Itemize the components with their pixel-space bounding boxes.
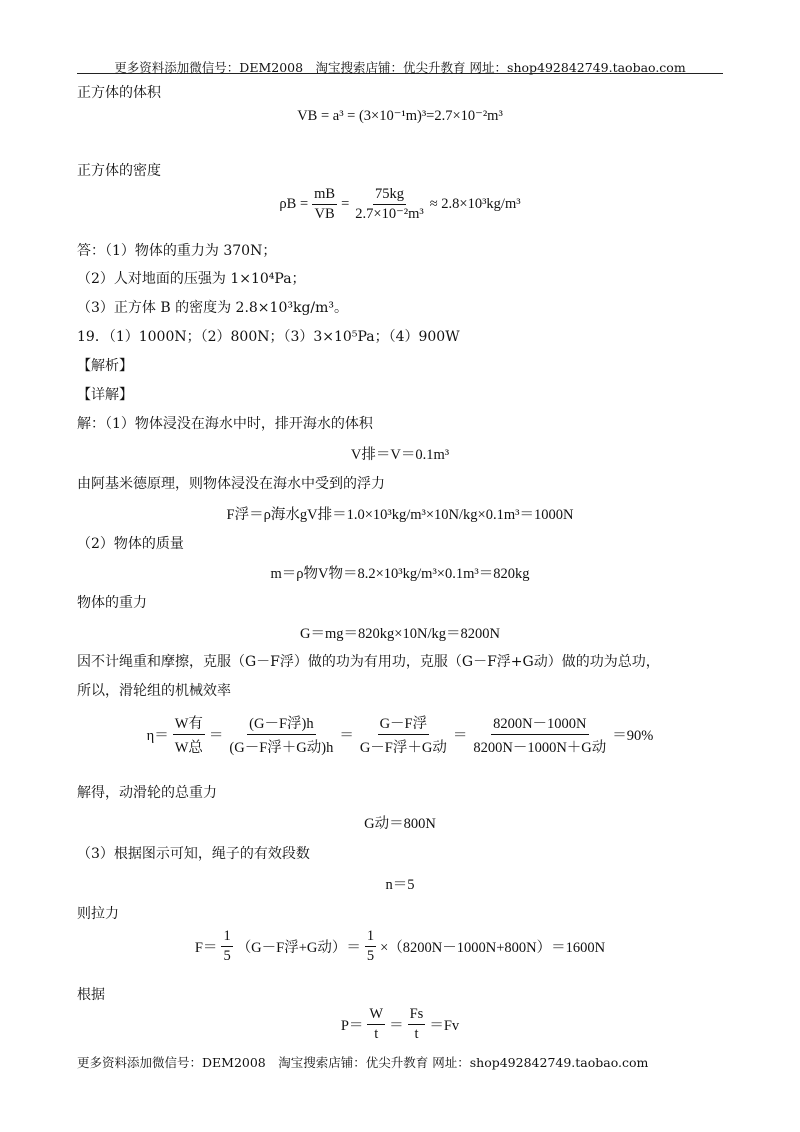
- numerator: G－F浮: [378, 712, 430, 735]
- answer-1: 答：（1）物体的重力为 370N；: [77, 243, 277, 259]
- q19-answers: 19．（1）1000N；（2）800N；（3）3×10⁵Pa；（4）900W: [77, 329, 460, 345]
- eq-part: （G－F浮+G动）＝: [236, 940, 361, 956]
- text-s9: 则拉力: [77, 906, 119, 922]
- eq-part: =: [341, 196, 350, 212]
- denominator: t: [374, 1026, 379, 1042]
- numerator: 1: [221, 928, 232, 947]
- numerator: 75kg: [373, 186, 406, 205]
- text-s6: 所以，滑轮组的机械效率: [77, 683, 231, 699]
- denominator: 5: [223, 948, 231, 964]
- eq-weight: G＝mg＝820kg×10N/kg＝8200N: [300, 626, 500, 642]
- text-cube-volume: 正方体的体积: [77, 85, 161, 101]
- fraction: [173, 712, 205, 757]
- text-s10: 根据: [77, 987, 105, 1003]
- denominator: G－F浮＋G动: [359, 740, 447, 756]
- analysis-heading: 【解析】: [77, 358, 133, 374]
- text-s2: 由阿基米德原理，则物体浸没在海水中受到的浮力: [77, 476, 385, 492]
- numerator: 1: [365, 928, 376, 947]
- fraction: [471, 712, 608, 757]
- denominator: W总: [174, 740, 203, 756]
- fraction: [367, 1006, 385, 1043]
- eq-part: ＝: [208, 728, 224, 744]
- text-s1: 解：（1）物体浸没在海水中时，排开海水的体积: [77, 416, 373, 432]
- eq-pulley-weight: G动＝800N: [364, 816, 436, 832]
- page-footer: 更多资料添加微信号：DEM2008 淘宝搜索店铺：优尖升教育 网址：shop492842749.taobao.com: [77, 1055, 649, 1070]
- eq-power: [0, 1006, 800, 1043]
- denominator: (G－F浮＋G动)h: [229, 740, 334, 756]
- fraction: [408, 1006, 426, 1043]
- text-s7: 解得，动滑轮的总重力: [77, 785, 217, 801]
- eq-segments: n＝5: [385, 877, 415, 893]
- denominator: t: [414, 1026, 419, 1042]
- eq-part: ＝: [339, 728, 354, 744]
- text-s5: 因不计绳重和摩擦，克服（G－F浮）做的功为有用功，克服（G－F浮+G动）做的功为总功，: [77, 654, 660, 670]
- eq-part: F＝: [194, 940, 218, 956]
- numerator: W: [367, 1006, 385, 1025]
- numerator: (G－F浮)h: [247, 712, 315, 735]
- page-header: 更多资料添加微信号：DEM2008 淘宝搜索店铺：优尖升教育 网址：shop492842749.taobao.com: [114, 60, 686, 75]
- answer-3: （3）正方体 B 的密度为 2.8×10³kg/m³。: [77, 300, 349, 316]
- eq-cube-volume: VB = a³ = (3×10⁻¹m)³=2.7×10⁻²m³: [297, 108, 503, 124]
- numerator: 8200N－1000N: [491, 712, 588, 735]
- denominator: 2.7×10⁻²m³: [355, 206, 424, 222]
- denominator: 8200N－1000N＋G动: [473, 740, 607, 756]
- fraction: [221, 928, 232, 965]
- fraction: [227, 712, 335, 757]
- eq-part: ＝: [452, 728, 468, 744]
- detail-heading: 【详解】: [77, 387, 133, 403]
- eq-part: ＝: [389, 1018, 404, 1034]
- eq-part: ＝90%: [612, 728, 654, 744]
- denominator: VB: [314, 206, 335, 222]
- numerator: mB: [312, 186, 337, 205]
- eq-part: ρB =: [279, 196, 309, 212]
- numerator: W有: [173, 712, 205, 735]
- eq-part: ＝Fv: [429, 1018, 460, 1034]
- header-divider: [77, 73, 723, 74]
- eq-part: ≈ 2.8×10³kg/m³: [429, 196, 521, 212]
- denominator: 5: [366, 948, 375, 964]
- eq-part: P＝: [340, 1018, 364, 1034]
- text-s4: 物体的重力: [77, 595, 147, 611]
- answer-2: （2）人对地面的压强为 1×10⁴Pa；: [77, 271, 306, 287]
- eq-cube-density: [0, 186, 800, 223]
- fraction: [358, 712, 449, 757]
- text-s8: （3）根据图示可知，绳子的有效段数: [77, 846, 310, 862]
- eq-part: ×（8200N－1000N+800N）＝1600N: [380, 940, 606, 956]
- eq-part: η＝: [146, 728, 169, 744]
- fraction: [312, 186, 337, 223]
- fraction: [353, 186, 425, 223]
- numerator: Fs: [408, 1006, 426, 1025]
- eq-buoyancy: F浮＝ρ海水gV排＝1.0×10³kg/m³×10N/kg×0.1m³＝1000N: [226, 507, 574, 523]
- text-cube-density: 正方体的密度: [77, 163, 161, 179]
- eq-v-displaced: V排＝V＝0.1m³: [350, 447, 450, 463]
- eq-mass: m＝ρ物V物＝8.2×10³kg/m³×0.1m³＝820kg: [270, 566, 530, 582]
- eq-pull-force: [0, 928, 800, 965]
- fraction: [365, 928, 376, 965]
- text-s3: （2）物体的质量: [77, 536, 184, 552]
- eq-efficiency: [0, 712, 800, 757]
